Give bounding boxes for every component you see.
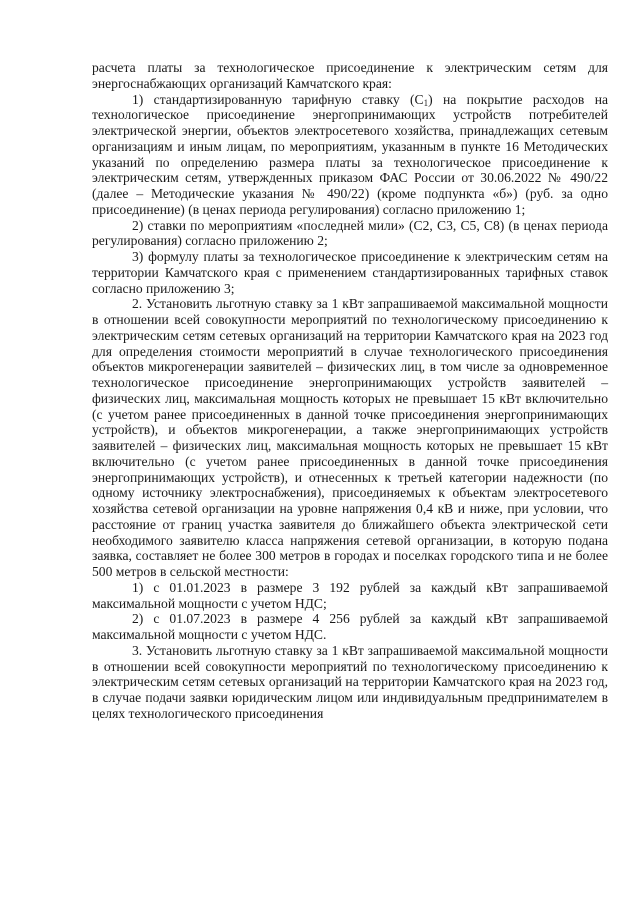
subscript-1: 1 [423,97,429,108]
paragraph-item-2: 2) ставки по мероприятиям «последней мили» (С2, С3, С5, С8) (в ценах периода регулирования) согласно приложению 2; [92,217,608,249]
document-page [92,60,608,722]
paragraph-section-2: 2. Установить льготную ставку за 1 кВт запрашиваемой максимальной мощности в отношении всей совокупности мероприятий по технологическому присоединению к электрическим сетям сетевых организаций на территории Камчатского края на 2023 год для определения стоимости мероприятий в случае технологического присоединения объектов микрогенерации заявителей – физических лиц, в том числе за одновременное технологическое присоединение энергопринимающих устройств заявителей – физических лиц, максимальная мощность которых не превышает 15 кВт включительно (с учетом ранее присоединенных в данной точке присоединения энергопринимающих устройств), и объектов микрогенерации, а также энергопринимающих устройств заявителей – физических лиц, максимальная мощность которых не превышает 15 кВт включительно (с учетом ранее присоединенных в данной точке присоединения энергопринимающих устройств), и отнесенных к третьей категории надежности (по одному источнику электроснабжения), присоединяемых к объектам электросетевого хозяйства сетевой организации на уровне напряжения 0,4 кВ и ниже, при условии, что расстояние от границ участка заявителя до ближайшего объекта электрической сети необходимого заявителю класса напряжения сетевой организации, в которую подана заявка, составляет не более 300 метров в городах и поселках городского типа и не более 500 метров в сельской местности: [92,296,608,579]
paragraph-intro: расчета платы за технологическое присоединение к электрическим сетям для энергоснабжающих организаций Камчатского края: [92,60,608,91]
paragraph-item-1 [92,92,608,218]
paragraph-rate-2: 2) с 01.07.2023 в размере 4 256 рублей за каждый кВт запрашиваемой максимальной мощности с учетом НДС. [92,611,608,642]
paragraph-section-3: 3. Установить льготную ставку за 1 кВт запрашиваемой максимальной мощности в отношении всей совокупности мероприятий по технологическому присоединению к электрическим сетям сетевых организаций на территории Камчатского края на 2023 год, в случае подачи заявки юридическим лицом или индивидуальным предпринимателем в целях технологического присоединения [92,642,608,721]
paragraph-item-3: 3) формулу платы за технологическое присоединение к электрическим сетям на территории Камчатского края с применением стандартизированных тарифных ставок согласно приложению 3; [92,249,608,296]
paragraph-item-1-end: ) на покрытие расходов на технологическое присоединение энергопринимающих устройств потребителей электрической энергии, объектов электросетевого хозяйства, принадлежащих сетевым организациям и иным лицам, по мероприятиям, указанным в пункте 16 Методических указаний по определению размера платы за технологическое присоединение к электрическим сетям, утвержденных приказом ФАС России от 30.06.2022 № 490/22 (далее – Методические указания № 490/22) (кроме подпункта «б») (руб. за одно присоединение) (в ценах периода регулирования) согласно приложению 1; [92,91,608,217]
paragraph-item-1-start: 1) стандартизированную тарифную ставку (С [132,91,424,107]
paragraph-rate-1: 1) с 01.01.2023 в размере 3 192 рублей за каждый кВт запрашиваемой максимальной мощности с учетом НДС; [92,579,608,611]
